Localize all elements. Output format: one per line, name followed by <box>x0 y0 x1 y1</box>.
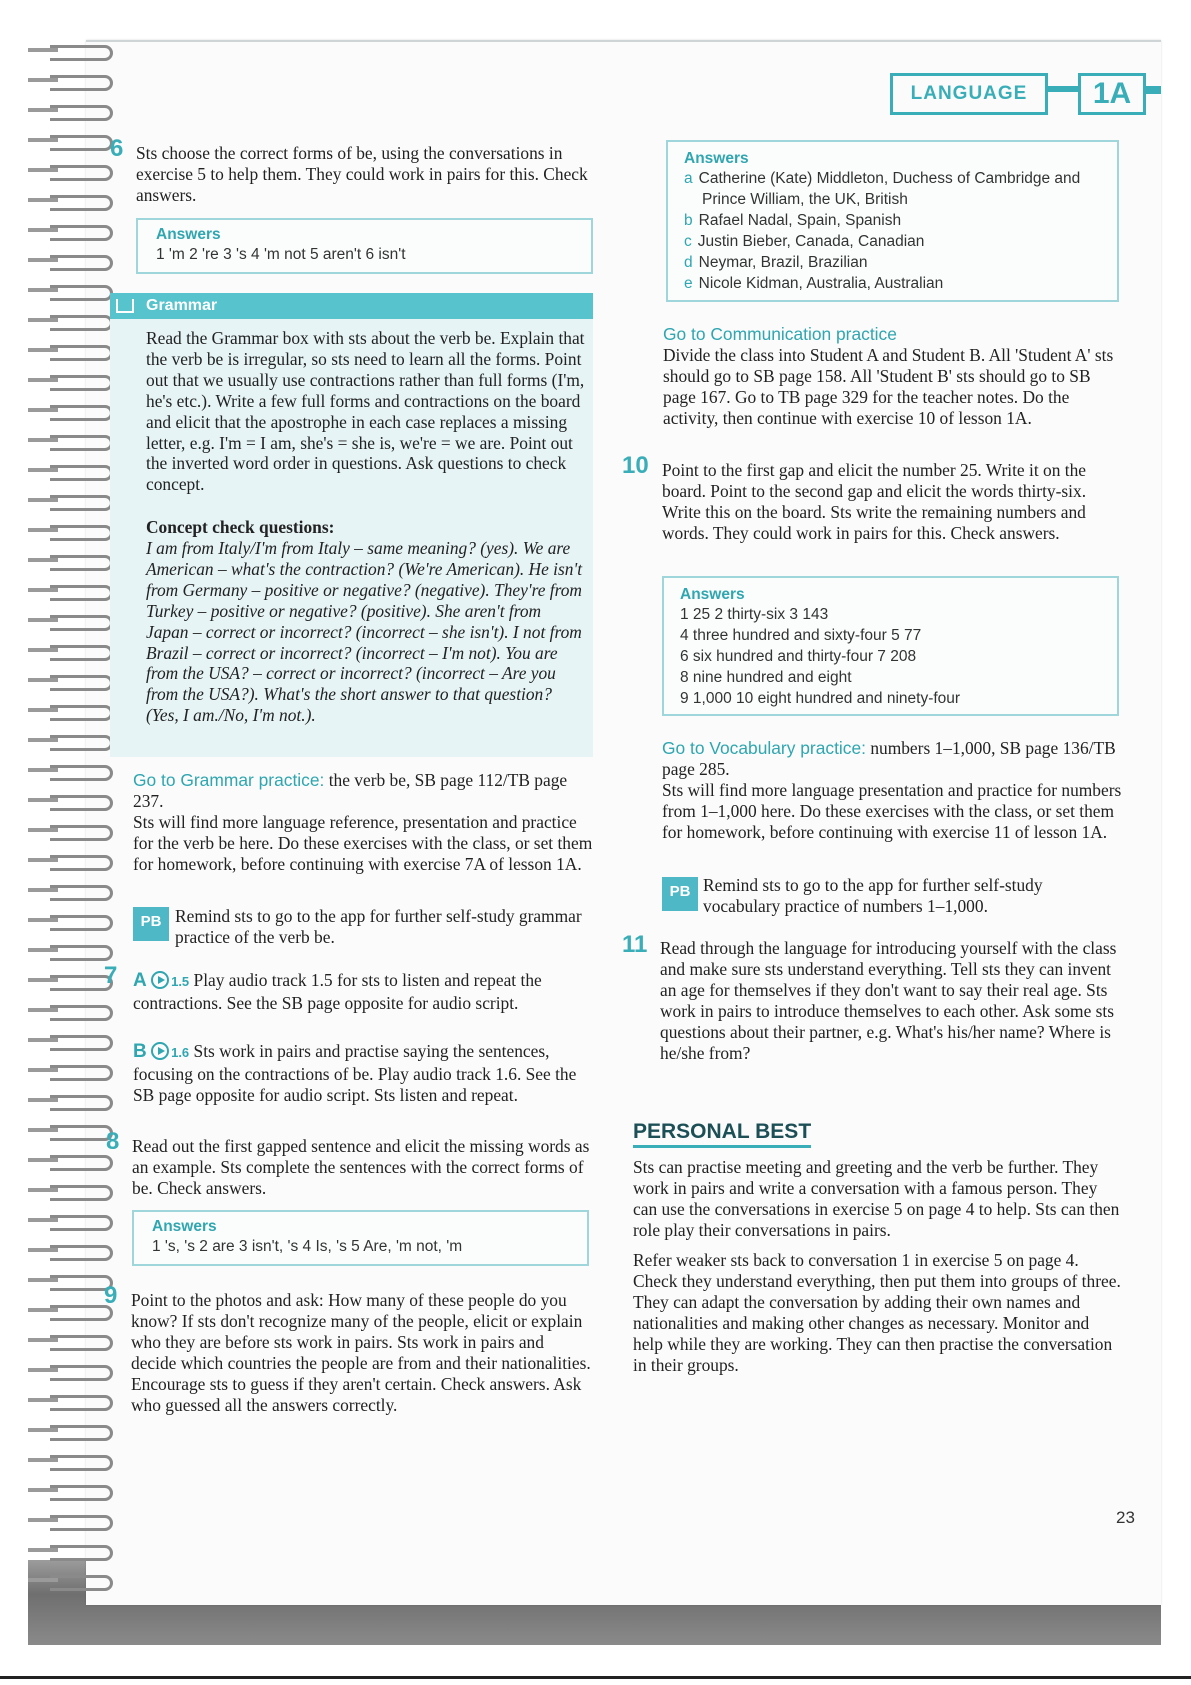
spiral-coil <box>50 135 113 151</box>
answers-heading: Answers <box>152 1218 217 1235</box>
audio-play-icon[interactable] <box>151 971 169 989</box>
answer-row <box>684 252 1117 273</box>
exercise-number: 11 <box>622 931 648 958</box>
spiral-coil <box>50 1515 113 1531</box>
answer-row <box>684 231 1117 252</box>
answer-row: 9 1,000 10 eight hundred and ninety-four <box>680 690 961 707</box>
answer-row <box>684 210 1117 231</box>
lesson-code: 1A <box>1078 73 1146 115</box>
vocab-practice-link-line <box>662 738 1124 780</box>
spiral-coil <box>50 1185 113 1201</box>
spiral-coil <box>50 855 113 871</box>
spiral-coil <box>50 915 113 931</box>
vocab-practice-ref: numbers 1–1,000, SB page 136/TB page 285. <box>662 738 1116 779</box>
spiral-coil <box>50 1125 113 1141</box>
grammar-practice-body: Sts will find more language reference, presentation and practice for the verb be here. Do these exercises with the class, or set them for homework, before continuing with exercise 7A of lesson 1A. <box>133 812 593 874</box>
spiral-coil <box>50 345 113 361</box>
exercise-6-answers <box>136 218 593 274</box>
grammar-paragraph: Read the Grammar box with sts about the verb be. Explain that the verb be is irregular, so sts need to learn all the forms. Point out that we usually use contractions rather than full forms (I'm, he's etc.). Write a few full forms and contractions on the board and elicit that the apostrophe in each case replaces a missing letter, e.g. I'm = I am, she's = she is, we're = we are. Point out the inverted word order in questions. Ask questions to check concept. <box>146 328 585 495</box>
spiral-coil <box>50 1545 113 1561</box>
answers-heading: Answers <box>684 150 749 167</box>
answers-heading: Answers <box>156 226 221 243</box>
spiral-coil <box>50 75 113 91</box>
spiral-binding <box>28 40 84 1645</box>
spiral-coil <box>50 165 113 181</box>
personal-best-p1: Sts can practise meeting and greeting and the verb be further. They work in pairs and write a conversation with a famous person. They can use the conversations in exercise 5 on page 4 to help. Sts can then role play their conversations in pairs. <box>633 1157 1120 1240</box>
exercise-9-text: Point to the photos and ask: How many of these people do you know? If sts don't recognize many of the people, elicit or explain who they are before sts work in pairs. Sts work in pairs and decide which countries the people are from and their nationalities. Encourage sts to guess if they aren't certain. Check answers. Ask who guessed all the answers correctly. <box>131 1290 591 1415</box>
exercise-10-text: Point to the first gap and elicit the number 25. Write it on the board. Point to the second gap and elicit the words thirty-six. Write this on the board. Sts write the remaining numbers and words. They could work in pairs for this. Check answers. <box>662 460 1087 543</box>
answer-key: b <box>684 212 693 229</box>
answers-heading: Answers <box>680 586 745 603</box>
exercise-number: 9 <box>104 1282 118 1309</box>
vocab-practice-link[interactable]: Go to Vocabulary practice: <box>662 738 866 758</box>
spiral-coil <box>50 1335 113 1351</box>
spiral-coil <box>50 795 113 811</box>
exercise-number: 10 <box>622 452 649 479</box>
spiral-coil <box>50 1095 113 1111</box>
answer-text: Catherine (Kate) Middleton, Duchess of Cambridge and <box>698 170 1081 187</box>
grammar-app-reminder: Remind sts to go to the app for further self-study grammar practice of the verb be. <box>175 906 582 947</box>
part-b-label: B <box>133 1041 147 1062</box>
pb-icon: PB <box>133 907 169 941</box>
exercise-8-text: Read out the first gapped sentence and elicit the missing words as an example. Sts complete the sentences with the correct forms of be. Check answers. <box>132 1136 590 1198</box>
page-number: 23 <box>1116 1508 1135 1527</box>
answers-line: 1 's, 's 2 are 3 isn't, 's 4 Is, 's 5 Are, 'm not, 'm <box>152 1238 463 1255</box>
exercise-7b-body: Sts work in pairs and practise saying the sentences, focusing on the contractions of be. Play audio track 1.6. See the SB page opposite for audio script. Sts listen and repeat. <box>133 1041 577 1105</box>
audio-track-number: 1.5 <box>171 974 190 989</box>
spiral-coil <box>50 675 113 691</box>
audio-play-icon[interactable] <box>151 1042 169 1060</box>
answer-row: 4 three hundred and sixty-four 5 77 <box>680 627 922 644</box>
vocab-app-reminder: Remind sts to go to the app for further self-study vocabulary practice of numbers 1–1,000. <box>703 875 1043 916</box>
comm-practice-link-text[interactable]: Go to Communication practice <box>663 324 897 344</box>
comm-practice-body: Divide the class into Student A and Student B. All 'Student A' sts should go to SB page 158. All 'Student B' sts should go to SB page 167. Go to TB page 329 for the teacher notes. Do the activity, then continue with exercise 10 of lesson 1A. <box>663 345 1114 428</box>
part-a-label: A <box>133 970 147 991</box>
ccq-heading: Concept check questions: <box>146 517 335 537</box>
spiral-coil <box>50 1035 113 1051</box>
exercise-number: 8 <box>106 1128 120 1155</box>
pb-icon: PB <box>662 877 698 911</box>
answer-text: Justin Bieber, Canada, Canadian <box>697 233 925 250</box>
spiral-coil <box>50 945 113 961</box>
answers-list <box>680 604 1117 709</box>
answer-key: e <box>684 275 693 292</box>
answer-text: Neymar, Brazil, Brazilian <box>698 254 868 271</box>
exercise-11-text: Read through the language for introducing yourself with the class and make sure sts understand everything. Tell sts they can invent an age for themselves if they don't want to say their real age. Sts work in pairs to introduce themselves to each other. Ask some sts questions about their partner, e.g. What's his/her name? Where is he/she from? <box>660 938 1117 1063</box>
exercise-9-answers <box>666 140 1119 302</box>
exercise-number: 6 <box>110 135 124 162</box>
vocab-practice-body: Sts will find more language presentation and practice for numbers from 1–1,000 here. Do these exercises with the class, or set them for homework, before continuing with exercise 11 of lesson 1A. <box>662 780 1122 842</box>
exercise-7b-text <box>133 1041 593 1106</box>
spiral-coil <box>50 105 113 121</box>
spiral-coil <box>50 585 113 601</box>
spiral-coil <box>50 315 113 331</box>
spiral-coil <box>50 1215 113 1231</box>
exercise-7a-body: Play audio track 1.5 for sts to listen and repeat the contractions. See the SB page opposite for audio script. <box>133 970 542 1013</box>
spiral-coil <box>50 1455 113 1471</box>
spiral-coil <box>50 195 113 211</box>
answer-text: Prince William, the UK, British <box>702 191 908 208</box>
spiral-coil <box>50 225 113 241</box>
spiral-coil <box>50 825 113 841</box>
header-connector <box>1048 86 1078 92</box>
spiral-coil <box>50 465 113 481</box>
section-label: LANGUAGE <box>890 73 1048 115</box>
answers-list <box>684 168 1117 294</box>
spiral-coil <box>50 255 113 271</box>
answer-text: Nicole Kidman, Australia, Australian <box>698 275 944 292</box>
spiral-coil <box>50 1005 113 1021</box>
grammar-practice-ref: the verb be, SB page 112/TB page 237. <box>133 770 568 811</box>
bottom-border <box>0 1676 1191 1679</box>
grammar-practice-link[interactable]: Go to Grammar practice: <box>133 770 325 790</box>
header-tail <box>1146 86 1161 94</box>
answer-key: a <box>684 170 693 187</box>
ccq-text: I am from Italy/I'm from Italy – same meaning? (yes). We are American – what's the contraction? (We're American). He isn't from Germany – positive or negative? (negative). They're from Turkey – positive or negative? (positive). She aren't from Japan – correct or incorrect? (incorrect – she isn't). I not from Brazil – correct or incorrect? (incorrect – I'm not). You are from the USA? – correct or incorrect? (incorrect – Are you from the USA?). What's the short answer to that question? (Yes, I am./No, I'm not.). <box>146 538 583 726</box>
answer-text: Rafael Nadal, Spain, Spanish <box>698 212 902 229</box>
spiral-coil <box>50 615 113 631</box>
spiral-coil <box>50 1365 113 1381</box>
grammar-icon <box>116 299 134 313</box>
personal-best-heading: PERSONAL BEST <box>633 1120 811 1148</box>
grammar-header <box>110 293 593 319</box>
spiral-coil <box>50 1245 113 1261</box>
personal-best-p2: Refer weaker sts back to conversation 1 in exercise 5 on page 4. Check they understand everything, then put them into groups of three. They can adapt the conversation by adding their own names and nationalities and making other changes as necessary. Monitor and help while they are working. They can then practise the conversation in their groups. <box>633 1250 1121 1375</box>
audio-track-number: 1.6 <box>171 1045 190 1060</box>
grammar-title: Grammar <box>146 297 218 314</box>
answer-row <box>684 168 1117 189</box>
answer-row: 6 six hundred and thirty-four 7 208 <box>680 648 917 665</box>
spiral-coil <box>50 1425 113 1441</box>
spiral-coil <box>50 705 113 721</box>
answer-row: 1 25 2 thirty-six 3 143 <box>680 606 829 623</box>
spiral-coil <box>50 375 113 391</box>
exercise-8-answers <box>132 1210 589 1266</box>
spiral-coil <box>50 435 113 451</box>
spiral-coil <box>50 1395 113 1411</box>
grammar-practice-link-line <box>133 770 593 812</box>
exercise-10-answers <box>662 576 1119 716</box>
spiral-coil <box>50 495 113 511</box>
spiral-coil <box>50 645 113 661</box>
answer-row <box>684 273 1117 294</box>
spiral-coil <box>50 1065 113 1081</box>
spiral-coil <box>50 285 113 301</box>
spiral-coil <box>50 885 113 901</box>
answer-key: c <box>684 233 692 250</box>
page-top-edge <box>86 40 1161 42</box>
spiral-coil <box>50 405 113 421</box>
answer-row: 8 nine hundred and eight <box>680 669 852 686</box>
spiral-coil <box>50 735 113 751</box>
spiral-coil <box>50 1155 113 1171</box>
spiral-coil <box>50 765 113 781</box>
spiral-coil <box>50 555 113 571</box>
comm-practice-link <box>663 324 1125 345</box>
exercise-6-text: Sts choose the correct forms of be, using the conversations in exercise 5 to help them. They could work in pairs for this. Check answers. <box>136 143 588 205</box>
answers-line: 1 'm 2 're 3 's 4 'm not 5 aren't 6 isn't <box>156 246 406 263</box>
answer-row <box>684 189 1117 210</box>
exercise-7a-text <box>133 970 593 1014</box>
spiral-coil <box>50 1575 113 1591</box>
exercise-number: 7 <box>104 962 118 989</box>
spiral-coil <box>50 525 113 541</box>
spiral-coil <box>50 1485 113 1501</box>
spiral-coil <box>50 45 113 61</box>
answer-key: d <box>684 254 693 271</box>
